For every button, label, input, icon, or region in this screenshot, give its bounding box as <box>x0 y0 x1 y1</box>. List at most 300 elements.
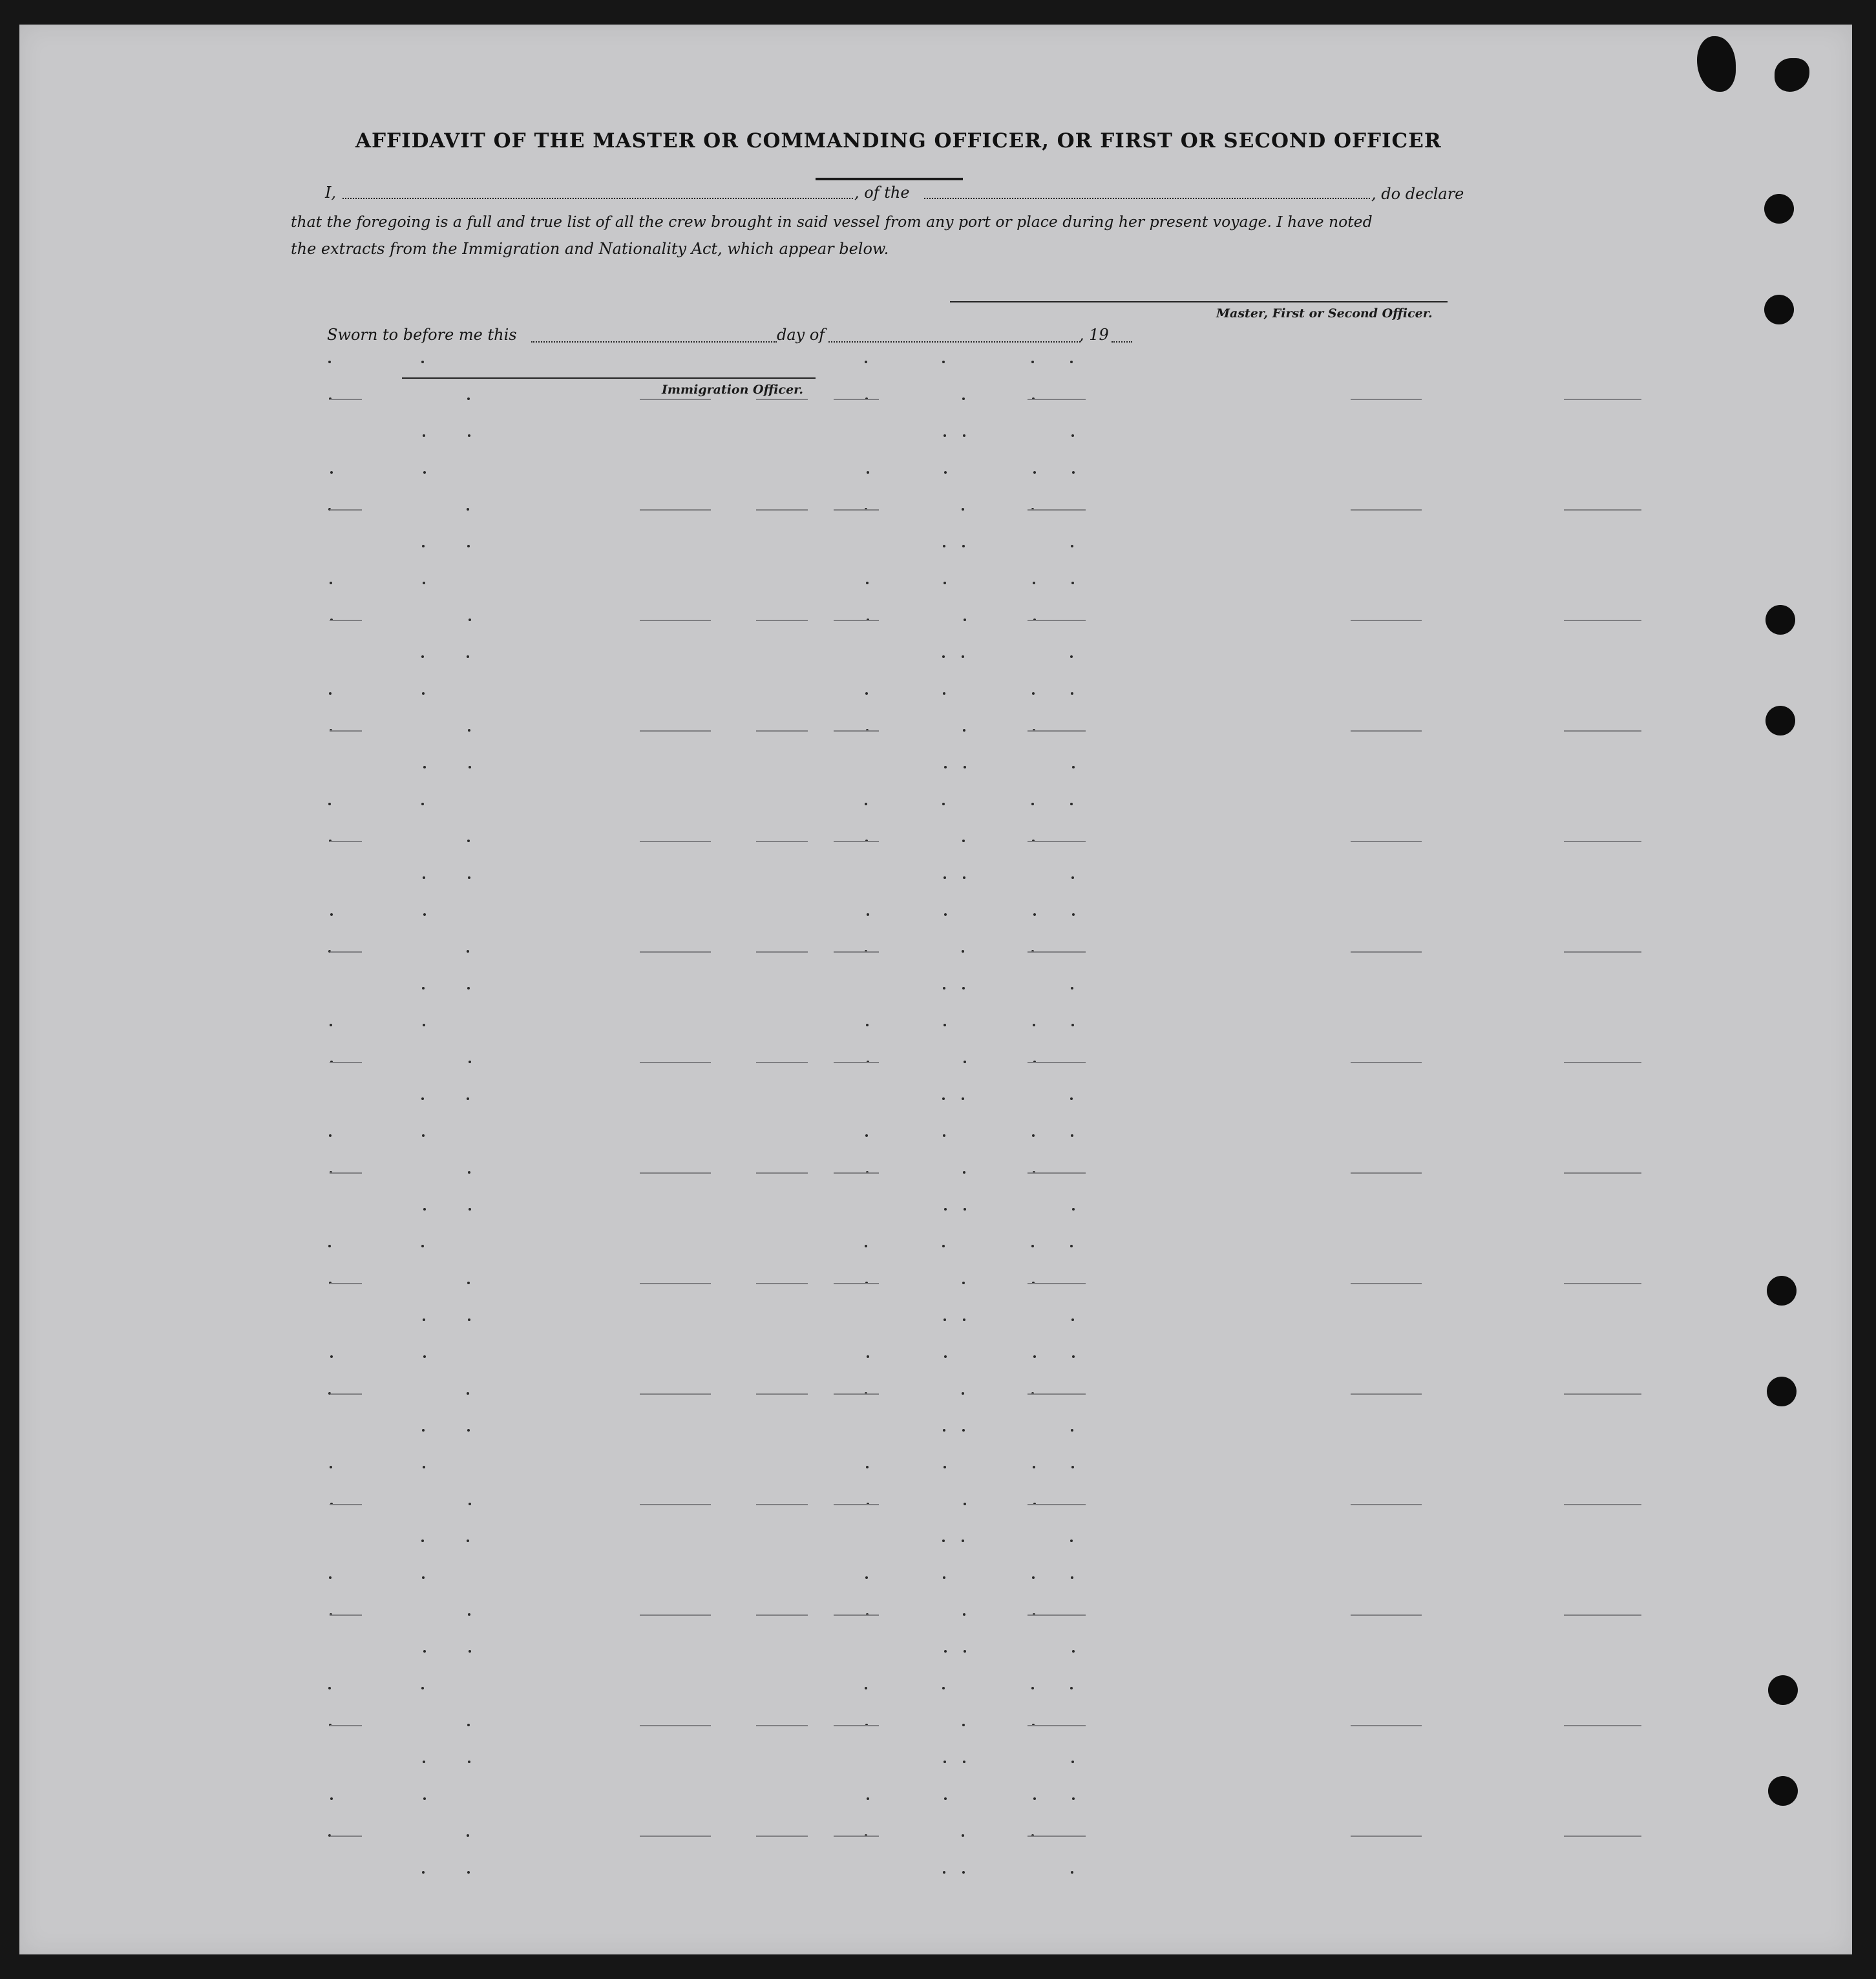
bleed-dash <box>756 1172 808 1174</box>
bleed-speck <box>962 1871 965 1874</box>
punch-hole <box>1765 706 1795 736</box>
bleed-speck <box>421 1245 424 1247</box>
bleed-speck <box>329 692 332 695</box>
bleed-speck <box>962 1540 964 1542</box>
bleed-speck <box>1033 1024 1035 1026</box>
bleed-speck <box>1031 803 1034 805</box>
bleed-speck <box>866 1466 869 1468</box>
bleed-dash <box>756 1725 808 1726</box>
bleed-dash <box>834 399 879 400</box>
bleed-speck <box>467 1429 470 1432</box>
declarant-name-blank <box>343 198 853 199</box>
bleed-speck <box>1072 766 1075 768</box>
bleed-speck <box>467 1871 470 1874</box>
bleed-speck <box>943 434 946 437</box>
bleed-speck <box>962 987 965 990</box>
bleed-speck <box>328 1245 331 1247</box>
bleed-speck <box>1070 803 1073 805</box>
bleed-speck <box>329 1576 332 1579</box>
sworn-year-blank <box>1112 341 1132 343</box>
punch-hole <box>1765 605 1795 635</box>
punch-hole <box>1764 295 1794 324</box>
bleed-speck <box>865 1245 867 1247</box>
bleed-dash <box>834 1614 879 1616</box>
bleed-dash <box>640 730 711 732</box>
bleed-speck <box>330 913 333 916</box>
bleed-speck <box>962 1097 964 1100</box>
bleed-speck <box>469 1061 471 1063</box>
bleed-speck <box>943 582 946 584</box>
bleed-speck <box>467 655 469 658</box>
bleed-speck <box>867 1797 869 1800</box>
punch-hole <box>1768 1776 1798 1806</box>
bleed-speck <box>1033 471 1036 474</box>
sworn-prefix-text: Sworn to before me this <box>327 326 517 344</box>
bleed-speck <box>423 1466 425 1468</box>
bleed-dash <box>834 1062 879 1063</box>
bleed-speck <box>962 840 965 842</box>
bleed-speck <box>943 1576 945 1579</box>
bleed-speck <box>421 361 424 363</box>
bleed-dash <box>1564 1283 1641 1284</box>
bleed-speck <box>467 1834 469 1837</box>
bleed-dash <box>330 1062 362 1063</box>
bleed-dash <box>640 620 711 621</box>
bleed-speck <box>867 913 869 916</box>
bleed-speck <box>423 766 426 768</box>
bleed-speck <box>1071 1466 1074 1468</box>
master-signature-caption: Master, First or Second Officer. <box>1216 306 1433 321</box>
bleed-speck <box>1070 1540 1073 1542</box>
bleed-dash <box>330 841 362 842</box>
bleed-speck <box>944 913 947 916</box>
bleed-speck <box>963 1318 965 1321</box>
bleed-dash <box>1564 509 1641 511</box>
punch-hole <box>1768 1675 1798 1705</box>
ink-blot <box>1775 58 1809 92</box>
bleed-speck <box>1033 1355 1036 1358</box>
bleed-speck <box>469 1503 471 1505</box>
bleed-speck <box>330 1355 333 1358</box>
bleed-dash <box>1564 1725 1641 1726</box>
bleed-dash <box>1564 730 1641 732</box>
bleed-speck <box>963 1761 965 1763</box>
bleed-dash <box>1028 620 1086 621</box>
bleed-dash <box>640 1504 711 1505</box>
bleed-speck <box>328 803 331 805</box>
bleed-dash <box>1351 1172 1422 1174</box>
bleed-speck <box>866 1024 869 1026</box>
bleed-speck <box>468 1171 470 1174</box>
bleed-speck <box>942 1097 945 1100</box>
bleed-dash <box>640 1614 711 1616</box>
bleed-speck <box>1032 1576 1035 1579</box>
bleed-dash <box>640 1172 711 1174</box>
bleed-dash <box>834 730 879 732</box>
bleed-speck <box>1072 1650 1075 1653</box>
bleed-speck <box>468 1318 470 1321</box>
bleed-speck <box>865 361 867 363</box>
bleed-speck <box>943 987 945 990</box>
bleed-speck <box>867 471 869 474</box>
bleed-speck <box>422 1134 425 1137</box>
bleed-dash <box>1351 1393 1422 1395</box>
bleed-speck <box>330 1466 332 1468</box>
bleed-speck <box>422 1429 425 1432</box>
bleed-speck <box>467 950 469 953</box>
bleed-dash <box>1351 1725 1422 1726</box>
bleed-speck <box>963 1613 965 1616</box>
bleed-speck <box>943 1466 946 1468</box>
bleed-speck <box>1071 582 1074 584</box>
bleed-dash <box>834 841 879 842</box>
bleed-speck <box>1070 655 1073 658</box>
bleed-speck <box>467 840 470 842</box>
bleed-speck <box>866 582 869 584</box>
bleed-speck <box>1071 1761 1074 1763</box>
bleed-speck <box>330 471 333 474</box>
bleed-speck <box>422 1576 425 1579</box>
bleed-dash <box>1028 1172 1086 1174</box>
bleed-dash <box>330 509 362 511</box>
bleed-speck <box>423 1208 426 1211</box>
bleed-speck <box>1071 876 1074 879</box>
bleed-dash <box>330 1614 362 1616</box>
bleed-speck <box>1071 1024 1074 1026</box>
bleed-dash <box>756 730 808 732</box>
bleed-speck <box>467 1282 470 1284</box>
bleed-speck <box>1033 1466 1035 1468</box>
bleed-speck <box>1033 582 1035 584</box>
bleed-speck <box>467 545 470 547</box>
bleed-dash <box>1028 951 1086 953</box>
bleed-dash <box>756 951 808 953</box>
bleed-dash <box>1351 1504 1422 1505</box>
bleed-speck <box>1071 1576 1073 1579</box>
punch-hole <box>1767 1276 1797 1306</box>
bleed-speck <box>423 1318 425 1321</box>
bleed-speck <box>422 987 425 990</box>
bleed-dash <box>1028 1393 1086 1395</box>
bleed-speck <box>942 803 945 805</box>
bleed-dash <box>330 1172 362 1174</box>
bleed-speck <box>1071 1318 1074 1321</box>
bleed-speck <box>963 729 965 732</box>
bleed-speck <box>1033 913 1036 916</box>
bleed-dash <box>1564 1614 1641 1616</box>
bleed-speck <box>421 1097 424 1100</box>
bleed-speck <box>1072 471 1075 474</box>
bleed-speck <box>421 1687 424 1689</box>
bleed-dash <box>1351 399 1422 400</box>
bleed-dash <box>1564 620 1641 621</box>
bleed-dash <box>756 1504 808 1505</box>
bleed-speck <box>943 692 945 695</box>
bleed-dash <box>330 1283 362 1284</box>
bleed-speck <box>1072 1797 1075 1800</box>
bleed-speck <box>423 434 425 437</box>
bleed-dash <box>1351 1283 1422 1284</box>
bleed-speck <box>423 1355 426 1358</box>
bleed-dash <box>640 1725 711 1726</box>
bleed-speck <box>467 1540 469 1542</box>
declarant-prefix: I, <box>325 184 337 202</box>
bleed-dash <box>834 1283 879 1284</box>
of-the-text: , of the <box>854 184 910 202</box>
punch-hole <box>1764 194 1794 224</box>
bleed-speck <box>421 803 424 805</box>
bleed-dash <box>1564 1504 1641 1505</box>
affidavit-title: AFFIDAVIT OF THE MASTER OR COMMANDING OFFICER, OR FIRST OR SECOND OFFICER <box>355 129 1442 153</box>
title-underline <box>816 178 963 180</box>
bleed-speck <box>469 766 471 768</box>
bleed-speck <box>422 1871 425 1874</box>
bleed-dash <box>330 1725 362 1726</box>
bleed-dash <box>756 1836 808 1837</box>
bleed-speck <box>942 1540 945 1542</box>
bleed-dash <box>834 1725 879 1726</box>
bleed-dash <box>1351 1614 1422 1616</box>
bleed-dash <box>330 1393 362 1395</box>
bleed-dash <box>1351 951 1422 953</box>
sworn-year-text: , 19 <box>1079 326 1109 344</box>
bleed-speck <box>942 1687 945 1689</box>
bleed-dash <box>834 1172 879 1174</box>
vessel-name-blank <box>924 198 1370 199</box>
bleed-speck <box>422 545 425 547</box>
bleed-dash <box>834 951 879 953</box>
bleed-dash <box>1351 620 1422 621</box>
bleed-dash <box>640 1393 711 1395</box>
bleed-speck <box>421 655 424 658</box>
bleed-dash <box>330 1836 362 1837</box>
bleed-speck <box>1032 1134 1035 1137</box>
bleed-speck <box>964 1503 966 1505</box>
bleed-dash <box>834 1504 879 1505</box>
bleed-speck <box>865 803 867 805</box>
bleed-dash <box>756 399 808 400</box>
do-declare-text: , do declare <box>1371 185 1464 203</box>
bleed-dash <box>640 1062 711 1063</box>
bleed-speck <box>1071 434 1074 437</box>
bleed-dash <box>1028 1283 1086 1284</box>
bleed-dash <box>834 620 879 621</box>
bleed-speck <box>1072 1355 1075 1358</box>
bleed-speck <box>1031 361 1034 363</box>
bleed-speck <box>944 1208 947 1211</box>
bleed-dash <box>1564 1393 1641 1395</box>
bleed-speck <box>962 508 964 511</box>
bleed-speck <box>330 582 332 584</box>
bleed-dash <box>1564 1172 1641 1174</box>
bleed-speck <box>1070 1245 1073 1247</box>
bleed-dash <box>1028 509 1086 511</box>
bleed-speck <box>865 1687 867 1689</box>
bleed-dash <box>1028 1725 1086 1726</box>
bleed-speck <box>467 508 469 511</box>
bleed-speck <box>1071 1429 1073 1432</box>
bleed-speck <box>330 1024 332 1026</box>
bleed-speck <box>1032 692 1035 695</box>
bleed-speck <box>962 950 964 953</box>
bleed-dash <box>640 841 711 842</box>
bleed-dash <box>640 509 711 511</box>
bleed-dash <box>756 1614 808 1616</box>
bleed-dash <box>1028 1504 1086 1505</box>
bleed-dash <box>640 1836 711 1837</box>
bleed-speck <box>1031 1245 1034 1247</box>
bleed-speck <box>867 1355 869 1358</box>
bleed-dash <box>1028 730 1086 732</box>
bleed-speck <box>328 1687 331 1689</box>
bleed-speck <box>423 1761 425 1763</box>
bleed-speck <box>421 1540 424 1542</box>
bleed-speck <box>468 876 470 879</box>
bleed-speck <box>468 1613 470 1616</box>
bleed-dash <box>330 1504 362 1505</box>
bleed-speck <box>964 1061 966 1063</box>
master-signature-line <box>950 301 1448 302</box>
bleed-speck <box>329 1134 332 1137</box>
document-sheet <box>19 25 1852 1954</box>
bleed-dash <box>756 509 808 511</box>
bleed-speck <box>1071 987 1073 990</box>
bleed-speck <box>423 1797 426 1800</box>
bleed-dash <box>1351 1836 1422 1837</box>
bleed-speck <box>943 1318 946 1321</box>
bleed-speck <box>469 1208 471 1211</box>
bleed-speck <box>962 655 964 658</box>
bleed-speck <box>944 471 947 474</box>
bleed-speck <box>943 1024 946 1026</box>
bleed-dash <box>1564 1836 1641 1837</box>
bleed-dash <box>834 1393 879 1395</box>
bleed-speck <box>963 1171 965 1174</box>
bleed-speck <box>1033 1797 1036 1800</box>
bleed-speck <box>1071 545 1073 547</box>
bleed-dash <box>330 620 362 621</box>
immigration-officer-signature-line <box>402 377 816 379</box>
bleed-speck <box>1071 1134 1073 1137</box>
bleed-speck <box>962 397 965 400</box>
bleed-speck <box>963 434 965 437</box>
bleed-dash <box>756 1393 808 1395</box>
ink-blot <box>1697 36 1736 92</box>
bleed-speck <box>944 766 947 768</box>
sworn-day-blank <box>531 341 777 343</box>
bleed-speck <box>1031 1687 1034 1689</box>
bleed-speck <box>467 987 470 990</box>
bleed-speck <box>943 545 945 547</box>
bleed-dash <box>1028 399 1086 400</box>
bleed-speck <box>423 876 425 879</box>
declaration-text-line-2: that the foregoing is a full and true list of all the crew brought in said vessel from any port or place during her present voyage. I have noted <box>291 213 1373 231</box>
bleed-speck <box>943 1871 945 1874</box>
bleed-speck <box>944 1650 947 1653</box>
bleed-speck <box>467 1724 470 1726</box>
bleed-dash <box>330 951 362 953</box>
bleed-dash <box>756 1062 808 1063</box>
bleed-speck <box>964 1650 966 1653</box>
bleed-speck <box>943 876 946 879</box>
bleed-speck <box>942 361 945 363</box>
bleed-speck <box>1070 1097 1073 1100</box>
bleed-speck <box>964 766 966 768</box>
bleed-speck <box>1070 361 1073 363</box>
bleed-speck <box>865 692 868 695</box>
bleed-dash <box>640 399 711 400</box>
bleed-dash <box>834 1836 879 1837</box>
bleed-speck <box>423 471 426 474</box>
bleed-dash <box>330 399 362 400</box>
bleed-speck <box>962 1282 965 1284</box>
bleed-speck <box>964 619 966 621</box>
bleed-speck <box>865 1576 868 1579</box>
bleed-speck <box>469 1650 471 1653</box>
bleed-dash <box>1564 841 1641 842</box>
sworn-month-blank <box>828 341 1080 343</box>
bleed-dash <box>834 509 879 511</box>
bleed-speck <box>422 692 425 695</box>
bleed-dash <box>756 620 808 621</box>
bleed-dash <box>640 951 711 953</box>
bleed-speck <box>962 545 965 547</box>
bleed-dash <box>1351 509 1422 511</box>
bleed-speck <box>1071 1871 1073 1874</box>
bleed-speck <box>962 1429 965 1432</box>
bleed-speck <box>865 1134 868 1137</box>
bleed-dash <box>1564 951 1641 953</box>
immigration-officer-caption: Immigration Officer. <box>662 383 804 397</box>
bleed-dash <box>1028 1062 1086 1063</box>
bleed-speck <box>328 361 331 363</box>
declaration-text-line-3: the extracts from the Immigration and Nationality Act, which appear below. <box>291 240 889 258</box>
bleed-speck <box>469 619 471 621</box>
bleed-speck <box>963 876 965 879</box>
bleed-speck <box>423 582 425 584</box>
bleed-speck <box>468 729 470 732</box>
bleed-dash <box>1564 1062 1641 1063</box>
bleed-speck <box>943 1761 946 1763</box>
bleed-speck <box>944 1797 947 1800</box>
bleed-speck <box>944 1355 947 1358</box>
bleed-speck <box>962 1834 964 1837</box>
bleed-dash <box>1028 1614 1086 1616</box>
bleed-speck <box>942 655 945 658</box>
bleed-speck <box>1072 1208 1075 1211</box>
bleed-dash <box>1351 841 1422 842</box>
bleed-dash <box>1351 1062 1422 1063</box>
bleed-speck <box>1070 1687 1073 1689</box>
bleed-speck <box>942 1245 945 1247</box>
bleed-speck <box>964 1208 966 1211</box>
bleed-speck <box>423 913 426 916</box>
bleed-speck <box>962 1392 964 1395</box>
bleed-speck <box>468 434 470 437</box>
bleed-speck <box>1071 692 1073 695</box>
day-of-text: day of <box>777 326 825 344</box>
bleed-speck <box>467 397 470 400</box>
bleed-speck <box>330 1797 333 1800</box>
bleed-speck <box>423 1650 426 1653</box>
bleed-speck <box>468 1761 470 1763</box>
bleed-speck <box>943 1429 945 1432</box>
bleed-speck <box>423 1024 425 1026</box>
bleed-speck <box>467 1097 469 1100</box>
bleed-dash <box>640 1283 711 1284</box>
bleed-dash <box>1564 399 1641 400</box>
bleed-dash <box>1028 841 1086 842</box>
